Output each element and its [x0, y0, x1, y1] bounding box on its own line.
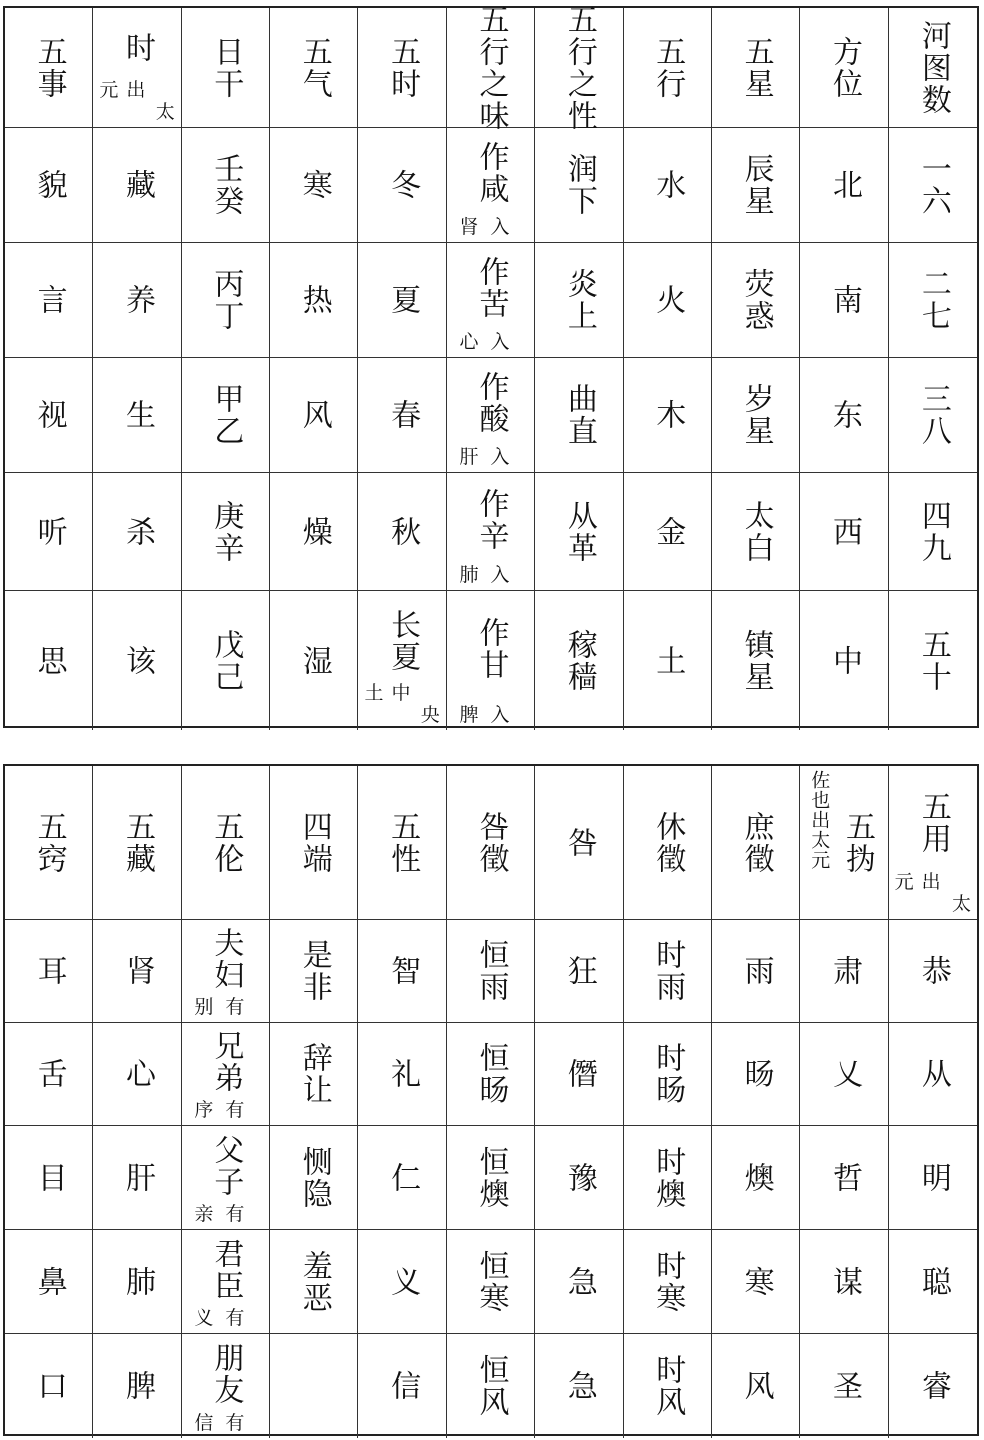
table-cell	[712, 473, 800, 591]
table-cell	[5, 243, 93, 358]
table-cell	[800, 1334, 888, 1438]
table-cell	[800, 1230, 888, 1334]
table-cell	[93, 1230, 181, 1334]
cell-text: 该	[120, 644, 156, 677]
table-cell	[712, 1334, 800, 1438]
cell-text: 聪	[915, 1265, 951, 1298]
table-cell	[800, 591, 888, 730]
header-cell	[889, 8, 977, 128]
table-cell	[270, 920, 358, 1023]
table-cell	[800, 1023, 888, 1126]
table-cell	[889, 1334, 977, 1438]
table-cell	[5, 473, 93, 591]
cell-text: 养	[120, 284, 156, 316]
table-cell	[624, 358, 712, 473]
table-cell	[535, 243, 623, 358]
table-cell	[712, 358, 800, 473]
cell-text: 明	[915, 1161, 951, 1194]
cell-text: 夫妇	[208, 927, 244, 991]
table-cell	[5, 920, 93, 1023]
cell-text: 朋友	[208, 1342, 244, 1406]
cell-text: 义	[385, 1265, 421, 1298]
table-cell	[93, 358, 181, 473]
table-cell	[535, 1230, 623, 1334]
table-cell	[800, 473, 888, 591]
table-cell	[535, 1023, 623, 1126]
cell-text: 稼穑	[561, 628, 597, 693]
table-cell	[447, 591, 535, 730]
cell-text: 肺	[120, 1265, 156, 1298]
table-cell	[800, 128, 888, 243]
cell-text: 水	[650, 169, 686, 201]
table-cell	[800, 920, 888, 1023]
cell-text: 岁星	[738, 383, 774, 447]
cell-text: 信	[385, 1370, 421, 1402]
header-cell	[624, 766, 712, 920]
cell-text: 生	[120, 399, 156, 431]
cell-text: 春	[385, 399, 421, 431]
cell-text: 旸	[738, 1058, 774, 1090]
cell-text: 听	[31, 515, 67, 548]
table-cell	[270, 1023, 358, 1126]
cell-annotation: 脾入	[459, 704, 522, 726]
cell-text: 从	[915, 1058, 951, 1090]
table-cell	[93, 1334, 181, 1438]
table-cell	[182, 1023, 270, 1126]
cell-text: 曲直	[561, 383, 597, 447]
cell-text: 甲乙	[208, 383, 244, 447]
table-cell	[358, 358, 446, 473]
cell-text: 耳	[31, 955, 67, 987]
table-cell	[889, 358, 977, 473]
table-cell	[270, 591, 358, 730]
cell-text: 口	[31, 1370, 67, 1402]
cell-text: 羞恶	[296, 1249, 332, 1314]
cell-text: 哲	[826, 1161, 862, 1194]
cell-text: 湿	[296, 644, 332, 677]
table-cell	[535, 1126, 623, 1230]
cell-text: 睿	[915, 1370, 951, 1402]
cell-text: 目	[31, 1161, 67, 1194]
cell-text: 恒旸	[473, 1042, 509, 1106]
cell-text: 五事	[31, 35, 67, 100]
table-cell	[889, 1023, 977, 1126]
cell-text: 五行之性	[561, 3, 597, 132]
table-cell	[447, 128, 535, 243]
table-cell	[889, 128, 977, 243]
cell-text: 五行之味	[473, 3, 509, 132]
cell-text: 河图数	[915, 19, 951, 116]
table-cell	[535, 358, 623, 473]
cell-text: 五窍	[31, 810, 67, 875]
table-cell	[93, 591, 181, 730]
table-cell	[5, 1023, 93, 1126]
cell-text: 作苦	[473, 256, 509, 320]
cell-text: 君臣	[208, 1237, 244, 1302]
cell-text: 貌	[31, 169, 67, 201]
cell-text: 礼	[385, 1058, 421, 1090]
cell-text: 五用	[915, 790, 951, 855]
cell-annotation: 肺入	[459, 564, 522, 586]
table-cell	[5, 1334, 93, 1438]
cell-text: 风	[296, 399, 332, 431]
table-cell	[182, 591, 270, 730]
table-cell	[270, 243, 358, 358]
table-cell	[358, 1334, 446, 1438]
table-cell	[447, 1230, 535, 1334]
table-cell	[712, 591, 800, 730]
cell-text: 方位	[826, 35, 862, 100]
cell-annotation: 义有	[194, 1307, 257, 1329]
cell-text: 风	[738, 1370, 774, 1402]
cell-text: 南	[826, 284, 862, 316]
header-cell	[270, 8, 358, 128]
table-cell	[358, 128, 446, 243]
table-cell	[889, 1230, 977, 1334]
cell-text: 火	[650, 284, 686, 316]
cell-text: 肝	[120, 1161, 156, 1194]
table-cell	[182, 128, 270, 243]
table-cell	[889, 243, 977, 358]
table-cell	[270, 1126, 358, 1230]
table-cell	[800, 358, 888, 473]
cell-text: 咎	[561, 826, 597, 859]
table-cell	[624, 1334, 712, 1438]
cell-text: 作辛	[473, 487, 509, 552]
cell-text: 辰星	[738, 153, 774, 217]
table-cell	[447, 1334, 535, 1438]
cell-text: 作咸	[473, 141, 509, 205]
cell-text: 豫	[561, 1161, 597, 1194]
table-cell	[182, 1334, 270, 1438]
cell-text: 壬癸	[208, 153, 244, 217]
cell-text: 润下	[561, 153, 597, 217]
cell-text: 一六	[915, 153, 951, 217]
cell-text: 热	[296, 284, 332, 316]
cell-text: 兄弟	[208, 1030, 244, 1094]
table-cell	[358, 920, 446, 1023]
header-cell	[358, 8, 446, 128]
table-cell	[712, 1230, 800, 1334]
cell-text: 僭	[561, 1058, 597, 1090]
table-cell	[182, 1230, 270, 1334]
cell-text: 长夏	[385, 608, 421, 673]
cell-text: 恒雨	[473, 939, 509, 1003]
cell-annotation: 心入	[459, 331, 522, 353]
table-cell	[5, 1230, 93, 1334]
cell-text: 恒风	[473, 1354, 509, 1418]
header-cell	[93, 766, 181, 920]
table-cell	[447, 1023, 535, 1126]
cell-text: 荧惑	[738, 268, 774, 332]
cell-annotation: 肾入	[459, 216, 522, 238]
cell-annotation: 序有	[194, 1099, 257, 1121]
table-cell	[270, 1230, 358, 1334]
table-cell	[270, 1334, 358, 1438]
cell-text: 谋	[826, 1265, 862, 1298]
header-cell	[535, 3, 623, 132]
table-cell	[5, 128, 93, 243]
cell-text: 炎上	[561, 268, 597, 332]
cell-text: 藏	[120, 169, 156, 201]
table-cell	[182, 473, 270, 591]
cell-text: 时风	[650, 1354, 686, 1418]
cell-text: 五行	[650, 35, 686, 100]
cell-text: 太白	[738, 499, 774, 564]
cell-text: 舌	[31, 1058, 67, 1090]
cell-annotation: 亲有	[194, 1203, 257, 1225]
table-cell	[800, 1126, 888, 1230]
cell-text: 五藏	[120, 810, 156, 875]
header-cell	[712, 766, 800, 920]
cell-text: 镇星	[738, 628, 774, 693]
header-cell	[182, 8, 270, 128]
cell-text: 急	[561, 1370, 597, 1402]
cell-text: 思	[31, 644, 67, 677]
cell-text: 肾	[120, 955, 156, 987]
cell-text: 雨	[738, 955, 774, 987]
table-cell	[358, 1230, 446, 1334]
table-cell	[93, 1126, 181, 1230]
header-cell	[5, 8, 93, 128]
header-cell	[447, 3, 535, 132]
table-cell	[358, 1023, 446, 1126]
header-cell	[358, 766, 446, 920]
table-cell	[5, 591, 93, 730]
cell-text: 三八	[915, 383, 951, 447]
cell-text: 圣	[826, 1370, 862, 1402]
cell-text: 五星	[738, 35, 774, 100]
cell-text: 鼻	[31, 1265, 67, 1298]
table-cell	[624, 128, 712, 243]
cell-annotation: 肝入	[459, 446, 522, 468]
cell-text: 时雨	[650, 939, 686, 1003]
cell-text: 狂	[561, 955, 597, 987]
table-cell	[535, 591, 623, 730]
header-cell	[535, 766, 623, 920]
cell-text: 戊己	[208, 628, 244, 693]
cell-text: 作甘	[473, 616, 509, 681]
cell-annotation: 信有	[194, 1412, 257, 1434]
cell-text: 金	[650, 515, 686, 548]
cell-text: 恒燠	[473, 1145, 509, 1210]
cell-text: 恒寒	[473, 1249, 509, 1314]
cell-text: 寒	[738, 1265, 774, 1298]
cell-text: 五㧑	[839, 810, 875, 875]
cell-text: 休徵	[650, 810, 686, 875]
cell-annotation: 土中 央	[364, 682, 440, 726]
cell-text: 丙丁	[208, 268, 244, 332]
cell-text: 时旸	[650, 1042, 686, 1106]
cell-annotation: 佐也出太元	[808, 770, 831, 870]
cell-text: 作酸	[473, 371, 509, 435]
table-cell	[270, 473, 358, 591]
cell-text: 仁	[385, 1161, 421, 1194]
header-cell	[712, 8, 800, 128]
table-cell	[712, 243, 800, 358]
table-cell	[447, 1126, 535, 1230]
table-cell	[800, 243, 888, 358]
table-cell	[270, 128, 358, 243]
table-cell	[5, 358, 93, 473]
cell-text: 庚辛	[208, 499, 244, 564]
table-cell	[5, 1126, 93, 1230]
table-cell	[182, 1126, 270, 1230]
table-cell	[712, 1126, 800, 1230]
cell-text: 夏	[385, 284, 421, 316]
cell-text: 急	[561, 1265, 597, 1298]
table-cell	[535, 920, 623, 1023]
cell-text: 五气	[296, 35, 332, 100]
table-cell	[447, 243, 535, 358]
header-cell	[93, 8, 181, 128]
table-cell	[182, 920, 270, 1023]
cell-text: 寒	[296, 169, 332, 201]
table-cell	[93, 243, 181, 358]
table-cell	[447, 473, 535, 591]
table-cell	[624, 243, 712, 358]
cell-text: 中	[826, 644, 862, 677]
table-cell	[712, 920, 800, 1023]
table-cell	[889, 473, 977, 591]
cell-text: 冬	[385, 169, 421, 201]
table-cell	[712, 128, 800, 243]
cell-text: 燥	[296, 515, 332, 548]
table-cell	[889, 1126, 977, 1230]
cell-text: 五性	[385, 810, 421, 875]
cell-text: 秋	[385, 515, 421, 548]
cell-text: 四九	[915, 499, 951, 564]
cell-text: 西	[826, 515, 862, 548]
cell-text: 辞让	[296, 1042, 332, 1106]
header-cell	[800, 8, 888, 128]
table-cell	[624, 1023, 712, 1126]
cell-annotation: 元出 太	[894, 871, 971, 915]
five-elements-table	[3, 3, 979, 728]
table-cell	[358, 591, 446, 730]
table-cell	[93, 1023, 181, 1126]
cell-annotation: 元出 太	[99, 79, 175, 123]
header-cell	[5, 766, 93, 920]
table-cell	[93, 920, 181, 1023]
cell-text: 智	[385, 955, 421, 987]
header-cell	[624, 8, 712, 128]
table-cell	[889, 920, 977, 1023]
five-correspondences-table	[3, 764, 979, 1436]
cell-text: 五伦	[208, 810, 244, 875]
cell-text: 燠	[738, 1161, 774, 1194]
table-cell	[624, 1126, 712, 1230]
cell-text: 木	[650, 399, 686, 431]
cell-text: 乂	[826, 1058, 862, 1090]
cell-text: 是非	[296, 939, 332, 1003]
cell-text: 二七	[915, 268, 951, 332]
cell-text: 东	[826, 399, 862, 431]
cell-text: 言	[31, 284, 67, 316]
table-cell	[624, 1230, 712, 1334]
header-cell	[889, 766, 977, 920]
table-cell	[447, 920, 535, 1023]
table-cell	[624, 591, 712, 730]
table-cell	[358, 243, 446, 358]
cell-text: 土	[650, 644, 686, 677]
cell-text: 肃	[826, 955, 862, 987]
header-cell	[182, 766, 270, 920]
table-cell	[182, 243, 270, 358]
cell-text: 脾	[120, 1370, 156, 1402]
table-cell	[447, 358, 535, 473]
cell-text: 父子	[208, 1133, 244, 1198]
table-cell	[358, 1126, 446, 1230]
header-cell	[447, 766, 535, 920]
cell-annotation: 别有	[194, 996, 257, 1018]
table-cell	[93, 473, 181, 591]
cell-text: 时	[120, 31, 156, 64]
cell-text: 杀	[120, 515, 156, 548]
cell-text: 五十	[915, 628, 951, 693]
table-cell	[535, 473, 623, 591]
cell-text: 视	[31, 399, 67, 431]
cell-text: 时寒	[650, 1249, 686, 1314]
table-cell	[712, 1023, 800, 1126]
table-cell	[889, 591, 977, 730]
cell-text: 心	[120, 1058, 156, 1090]
header-cell	[270, 766, 358, 920]
cell-text: 庶徵	[738, 810, 774, 875]
cell-text: 恻隐	[296, 1145, 332, 1210]
table-cell	[270, 358, 358, 473]
table-cell	[535, 128, 623, 243]
table-cell	[624, 473, 712, 591]
header-cell	[800, 766, 888, 920]
cell-text: 日干	[208, 35, 244, 100]
table-cell	[93, 128, 181, 243]
cell-text: 咎徵	[473, 810, 509, 875]
cell-text: 四端	[296, 810, 332, 875]
table-cell	[624, 920, 712, 1023]
table-cell	[182, 358, 270, 473]
cell-text: 时燠	[650, 1145, 686, 1210]
cell-text: 五时	[385, 35, 421, 100]
cell-text: 从革	[561, 499, 597, 564]
cell-text: 北	[826, 169, 862, 201]
table-cell	[535, 1334, 623, 1438]
cell-text: 恭	[915, 955, 951, 987]
table-cell	[358, 473, 446, 591]
